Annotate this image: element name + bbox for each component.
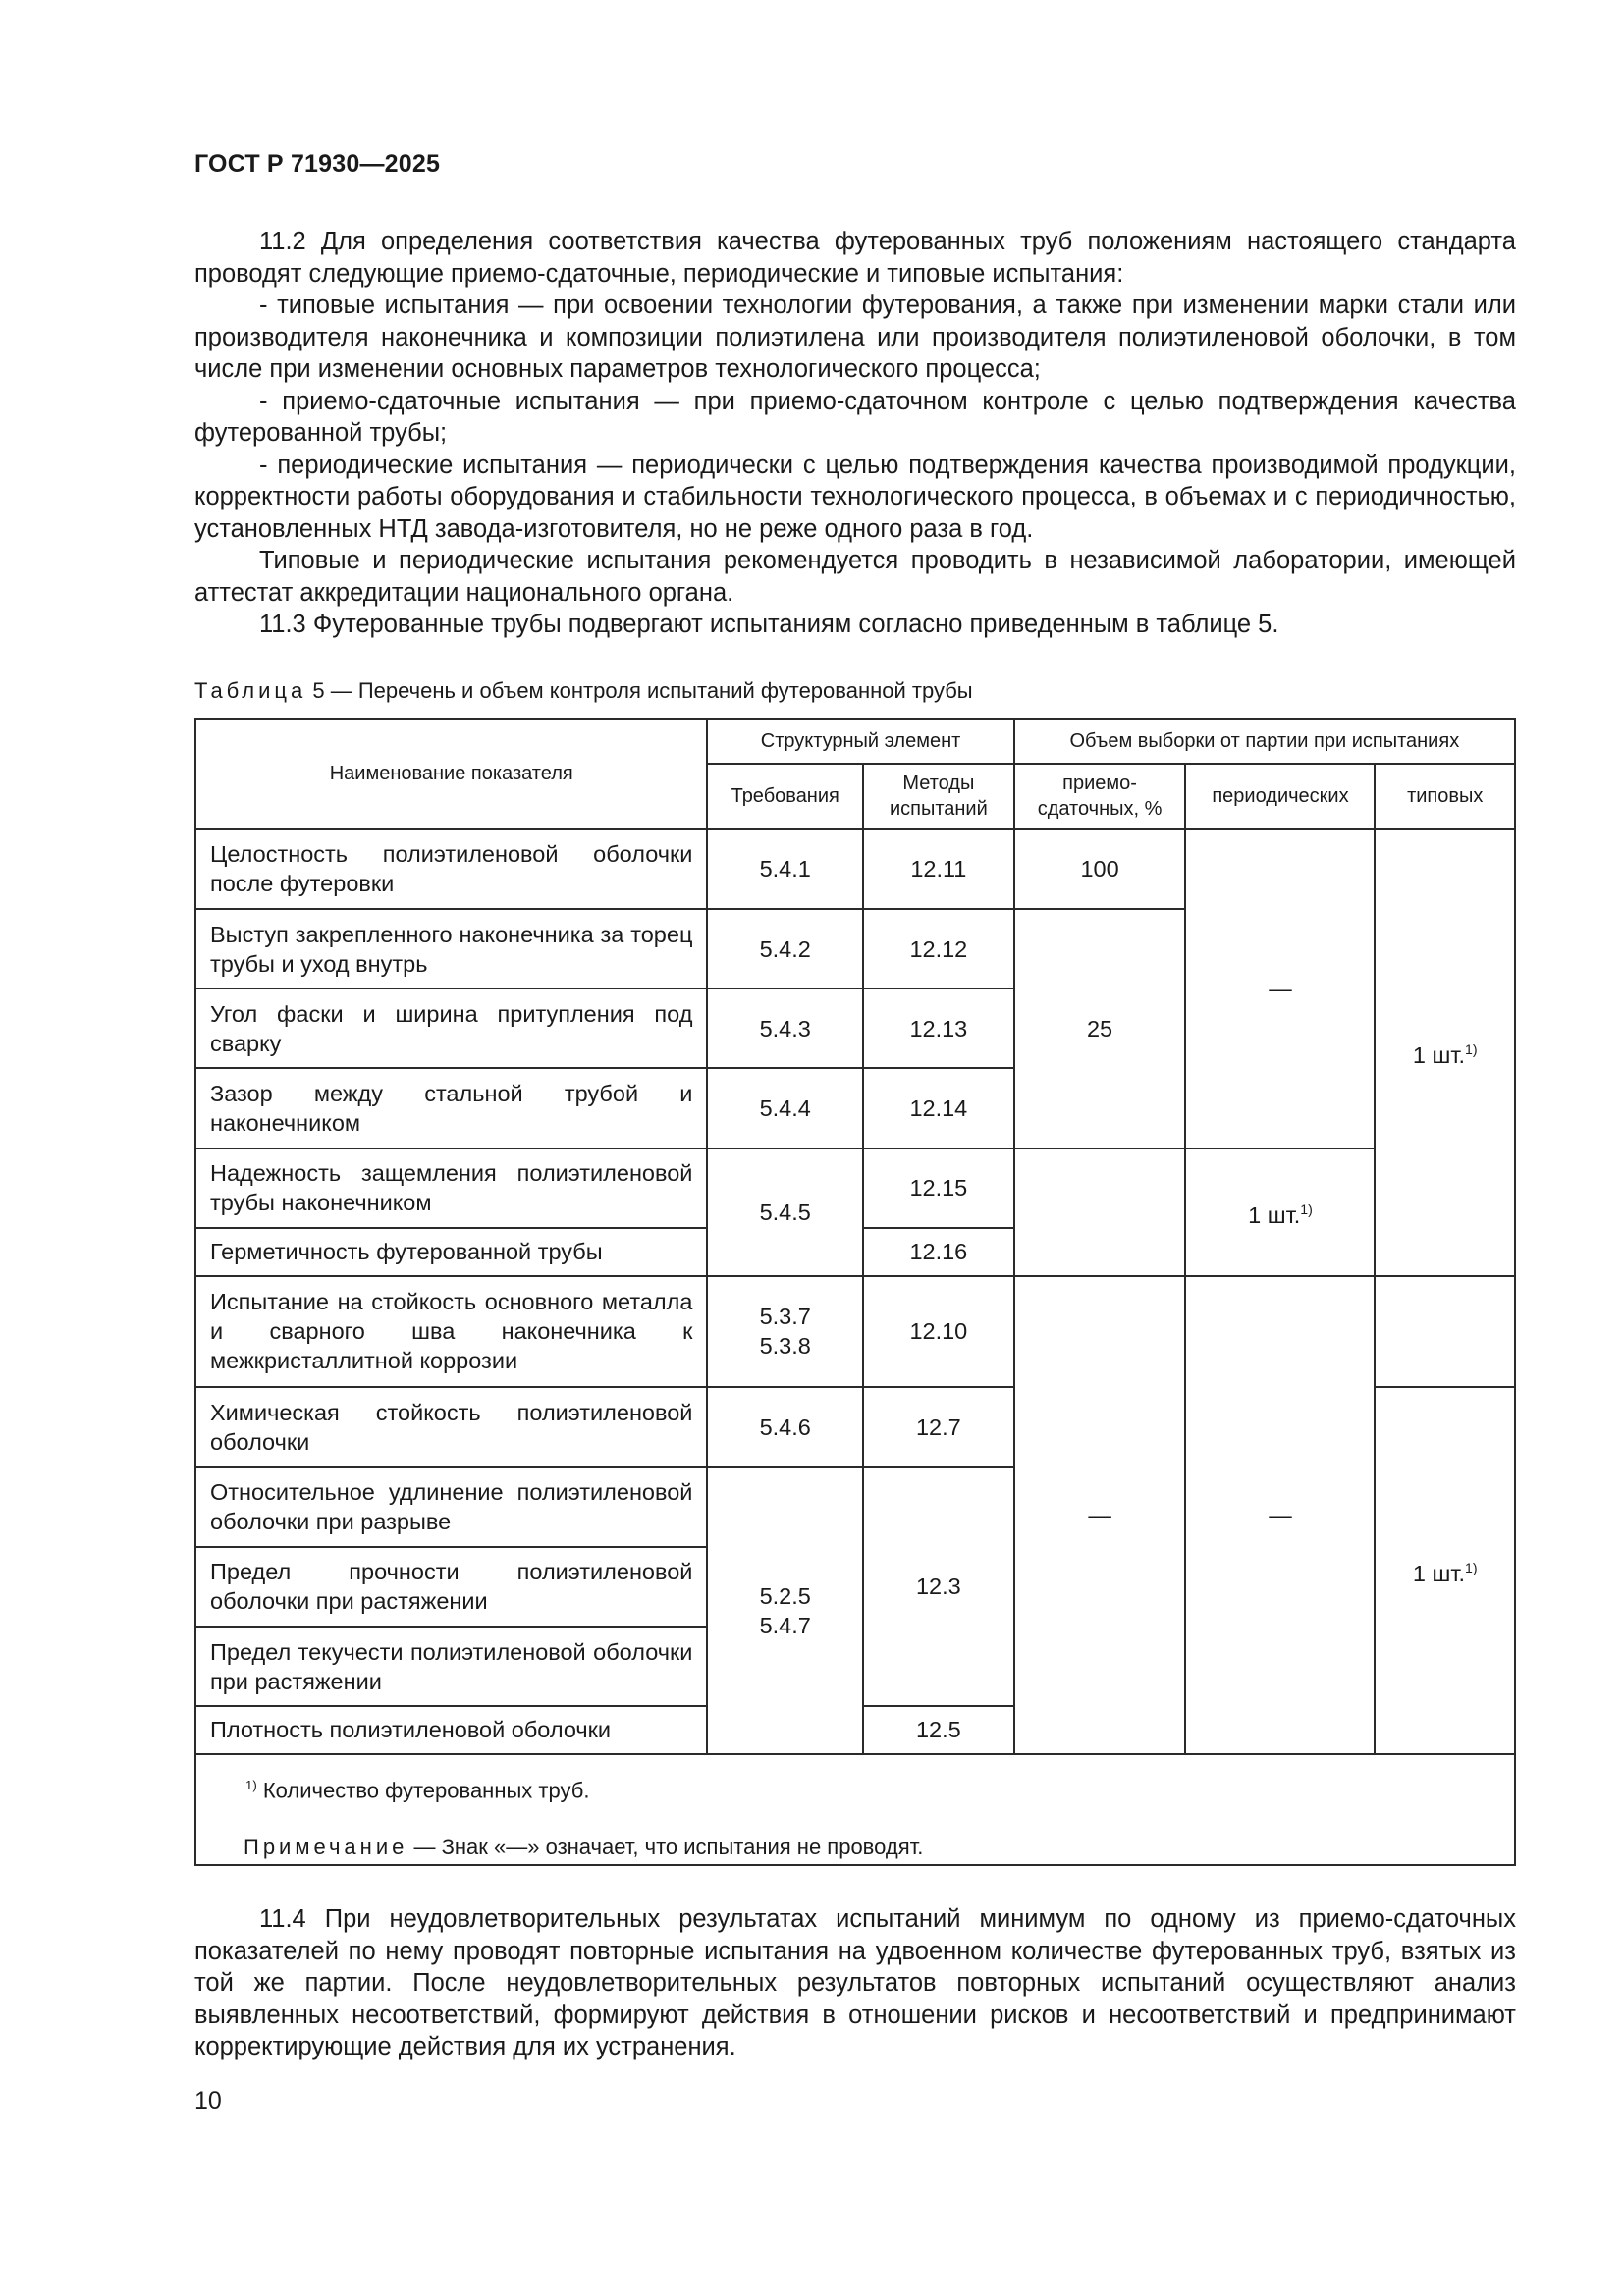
- table-caption-text: 5 — Перечень и объем контроля испытаний футерованной трубы: [312, 678, 973, 703]
- acceptance-empty: [1014, 1148, 1186, 1276]
- row-name: Выступ закрепленного наконечника за торец трубы и уход внутрь: [195, 909, 707, 988]
- footnote-ref: 1): [1465, 1560, 1478, 1576]
- row-name: Угол фаски и ширина притупления под сварку: [195, 988, 707, 1068]
- row-req: 5.4.4: [707, 1068, 863, 1148]
- header-acceptance: приемо-сдаточных, %: [1014, 764, 1186, 829]
- document-header: ГОСТ Р 71930—2025: [194, 150, 441, 178]
- paragraph: 11.4 При неудовлетворительных результатах испытаний минимум по одному из приемо-сдаточных показателей по нему проводят повторные испытания на удвоенном количестве футерованных труб, взятых из той же партии. После неудовлетворительных результатов повторных испытаний осуществляют анализ выявленных несоответствий, формируют действия в отношении рисков и несоответствий и предпринимают корректирующие действия для их устранения.: [194, 1905, 1516, 2060]
- paragraph: Типовые и периодические испытания рекомендуется проводить в независимой лаборатории, имеющей аттестат аккредитации национального органа.: [194, 547, 1516, 607]
- footnote-mark: 1): [245, 1777, 257, 1792]
- table-note: [196, 1833, 1514, 1862]
- paragraph: 11.2 Для определения соответствия качества футерованных труб положениям настоящего стандарта проводят следующие приемо-сдаточные, периодические и типовые испытания:: [194, 228, 1516, 288]
- periodic-dash: —: [1185, 1276, 1375, 1754]
- row-name: Химическая стойкость полиэтиленовой оболочки: [195, 1387, 707, 1467]
- row-name: Относительное удлинение полиэтиленовой оболочки при разрыве: [195, 1467, 707, 1546]
- page-number: 10: [194, 2087, 222, 2114]
- row-req: 5.4.6: [707, 1387, 863, 1467]
- table-caption: [194, 678, 973, 704]
- acceptance-value: 25: [1014, 909, 1186, 1148]
- row-req: 5.4.1: [707, 829, 863, 909]
- acceptance-dash: —: [1014, 1276, 1186, 1754]
- row-req-line: 5.4.7: [759, 1612, 811, 1638]
- table-5: [194, 718, 1516, 1866]
- row-name: Надежность защемления полиэтиленовой трубы наконечником: [195, 1148, 707, 1228]
- row-name: Герметичность футерованной трубы: [195, 1228, 707, 1276]
- header-periodic: периодических: [1185, 764, 1375, 829]
- row-req-line: 5.3.8: [759, 1333, 811, 1360]
- row-method: 12.5: [863, 1706, 1014, 1754]
- row-name: Предел прочности полиэтиленовой оболочки при растяжении: [195, 1547, 707, 1627]
- periodic-dash: —: [1185, 829, 1375, 1148]
- paragraph: 11.3 Футерованные трубы подвергают испытаниям согласно приведенным в таблице 5.: [259, 611, 1279, 638]
- section-11-4: [194, 1903, 1516, 2063]
- row-req: 5.4.2: [707, 909, 863, 988]
- row-req: [707, 1467, 863, 1753]
- table-caption-label: Таблица: [194, 678, 307, 703]
- row-method: 12.3: [863, 1467, 1014, 1706]
- header-type: типовых: [1375, 764, 1515, 829]
- footnote-ref: 1): [1465, 1041, 1478, 1058]
- row-method: 12.12: [863, 909, 1014, 988]
- row-name: Целостность полиэтиленовой оболочки после футеровки: [195, 829, 707, 909]
- row-name: Плотность полиэтиленовой оболочки: [195, 1706, 707, 1754]
- row-method: 12.11: [863, 829, 1014, 909]
- type-value: [1375, 1387, 1515, 1754]
- header-structural: Структурный элемент: [707, 719, 1013, 764]
- list-item: - типовые испытания — при освоении технологии футерования, а также при изменении марки стали или производителя наконечника и композиции полиэтилена или производителя полиэтиленовой оболочки, в том числе при изменении основных параметров технологического процесса;: [194, 292, 1516, 383]
- type-empty: [1375, 1276, 1515, 1388]
- list-item: - периодические испытания — периодически с целью подтверждения качества производимой продукции, корректности работы оборудования и стабильности технологического процесса, в объемах и с периодичностью, установленных НТД завода-изготовителя, но не реже одного раза в год.: [194, 451, 1516, 543]
- type-value-text: 1 шт.: [1412, 1560, 1466, 1586]
- row-name: Предел текучести полиэтиленовой оболочки при растяжении: [195, 1627, 707, 1706]
- row-req: [707, 1276, 863, 1388]
- type-value: [1375, 829, 1515, 1276]
- header-name: Наименование показателя: [195, 719, 707, 829]
- row-method: 12.7: [863, 1387, 1014, 1467]
- row-req-line: 5.2.5: [759, 1582, 811, 1609]
- periodic-value: [1185, 1148, 1375, 1276]
- row-method: 12.16: [863, 1228, 1014, 1276]
- section-11-2: [194, 226, 1516, 641]
- row-req: 5.4.3: [707, 988, 863, 1068]
- footnote-text: Количество футерованных труб.: [262, 1778, 590, 1803]
- header-methods: Методы испытаний: [863, 764, 1014, 829]
- periodic-value-text: 1 шт.: [1248, 1201, 1301, 1228]
- row-name: Зазор между стальной трубой и наконечником: [195, 1068, 707, 1148]
- row-method: 12.14: [863, 1068, 1014, 1148]
- row-req-line: 5.3.7: [759, 1304, 811, 1330]
- table-footer: [195, 1754, 1515, 1865]
- footnote-ref: 1): [1300, 1201, 1313, 1217]
- header-volume: Объем выборки от партии при испытаниях: [1014, 719, 1515, 764]
- row-name: Испытание на стойкость основного металла и сварного шва наконечника к межкристаллитной коррозии: [195, 1276, 707, 1388]
- note-text: — Знак «—» означает, что испытания не проводят.: [413, 1835, 924, 1860]
- row-method: 12.15: [863, 1148, 1014, 1228]
- header-requirements: Требования: [707, 764, 863, 829]
- list-item: - приемо-сдаточные испытания — при приемо-сдаточном контроле с целью подтверждения качества футерованной трубы;: [194, 387, 1516, 447]
- row-req: 5.4.5: [707, 1148, 863, 1276]
- row-method: 12.10: [863, 1276, 1014, 1388]
- note-label: Примечание: [244, 1835, 408, 1860]
- acceptance-value: 100: [1014, 829, 1186, 909]
- table-footnote: [196, 1771, 1514, 1805]
- type-value-text: 1 шт.: [1412, 1042, 1466, 1069]
- row-method: 12.13: [863, 988, 1014, 1068]
